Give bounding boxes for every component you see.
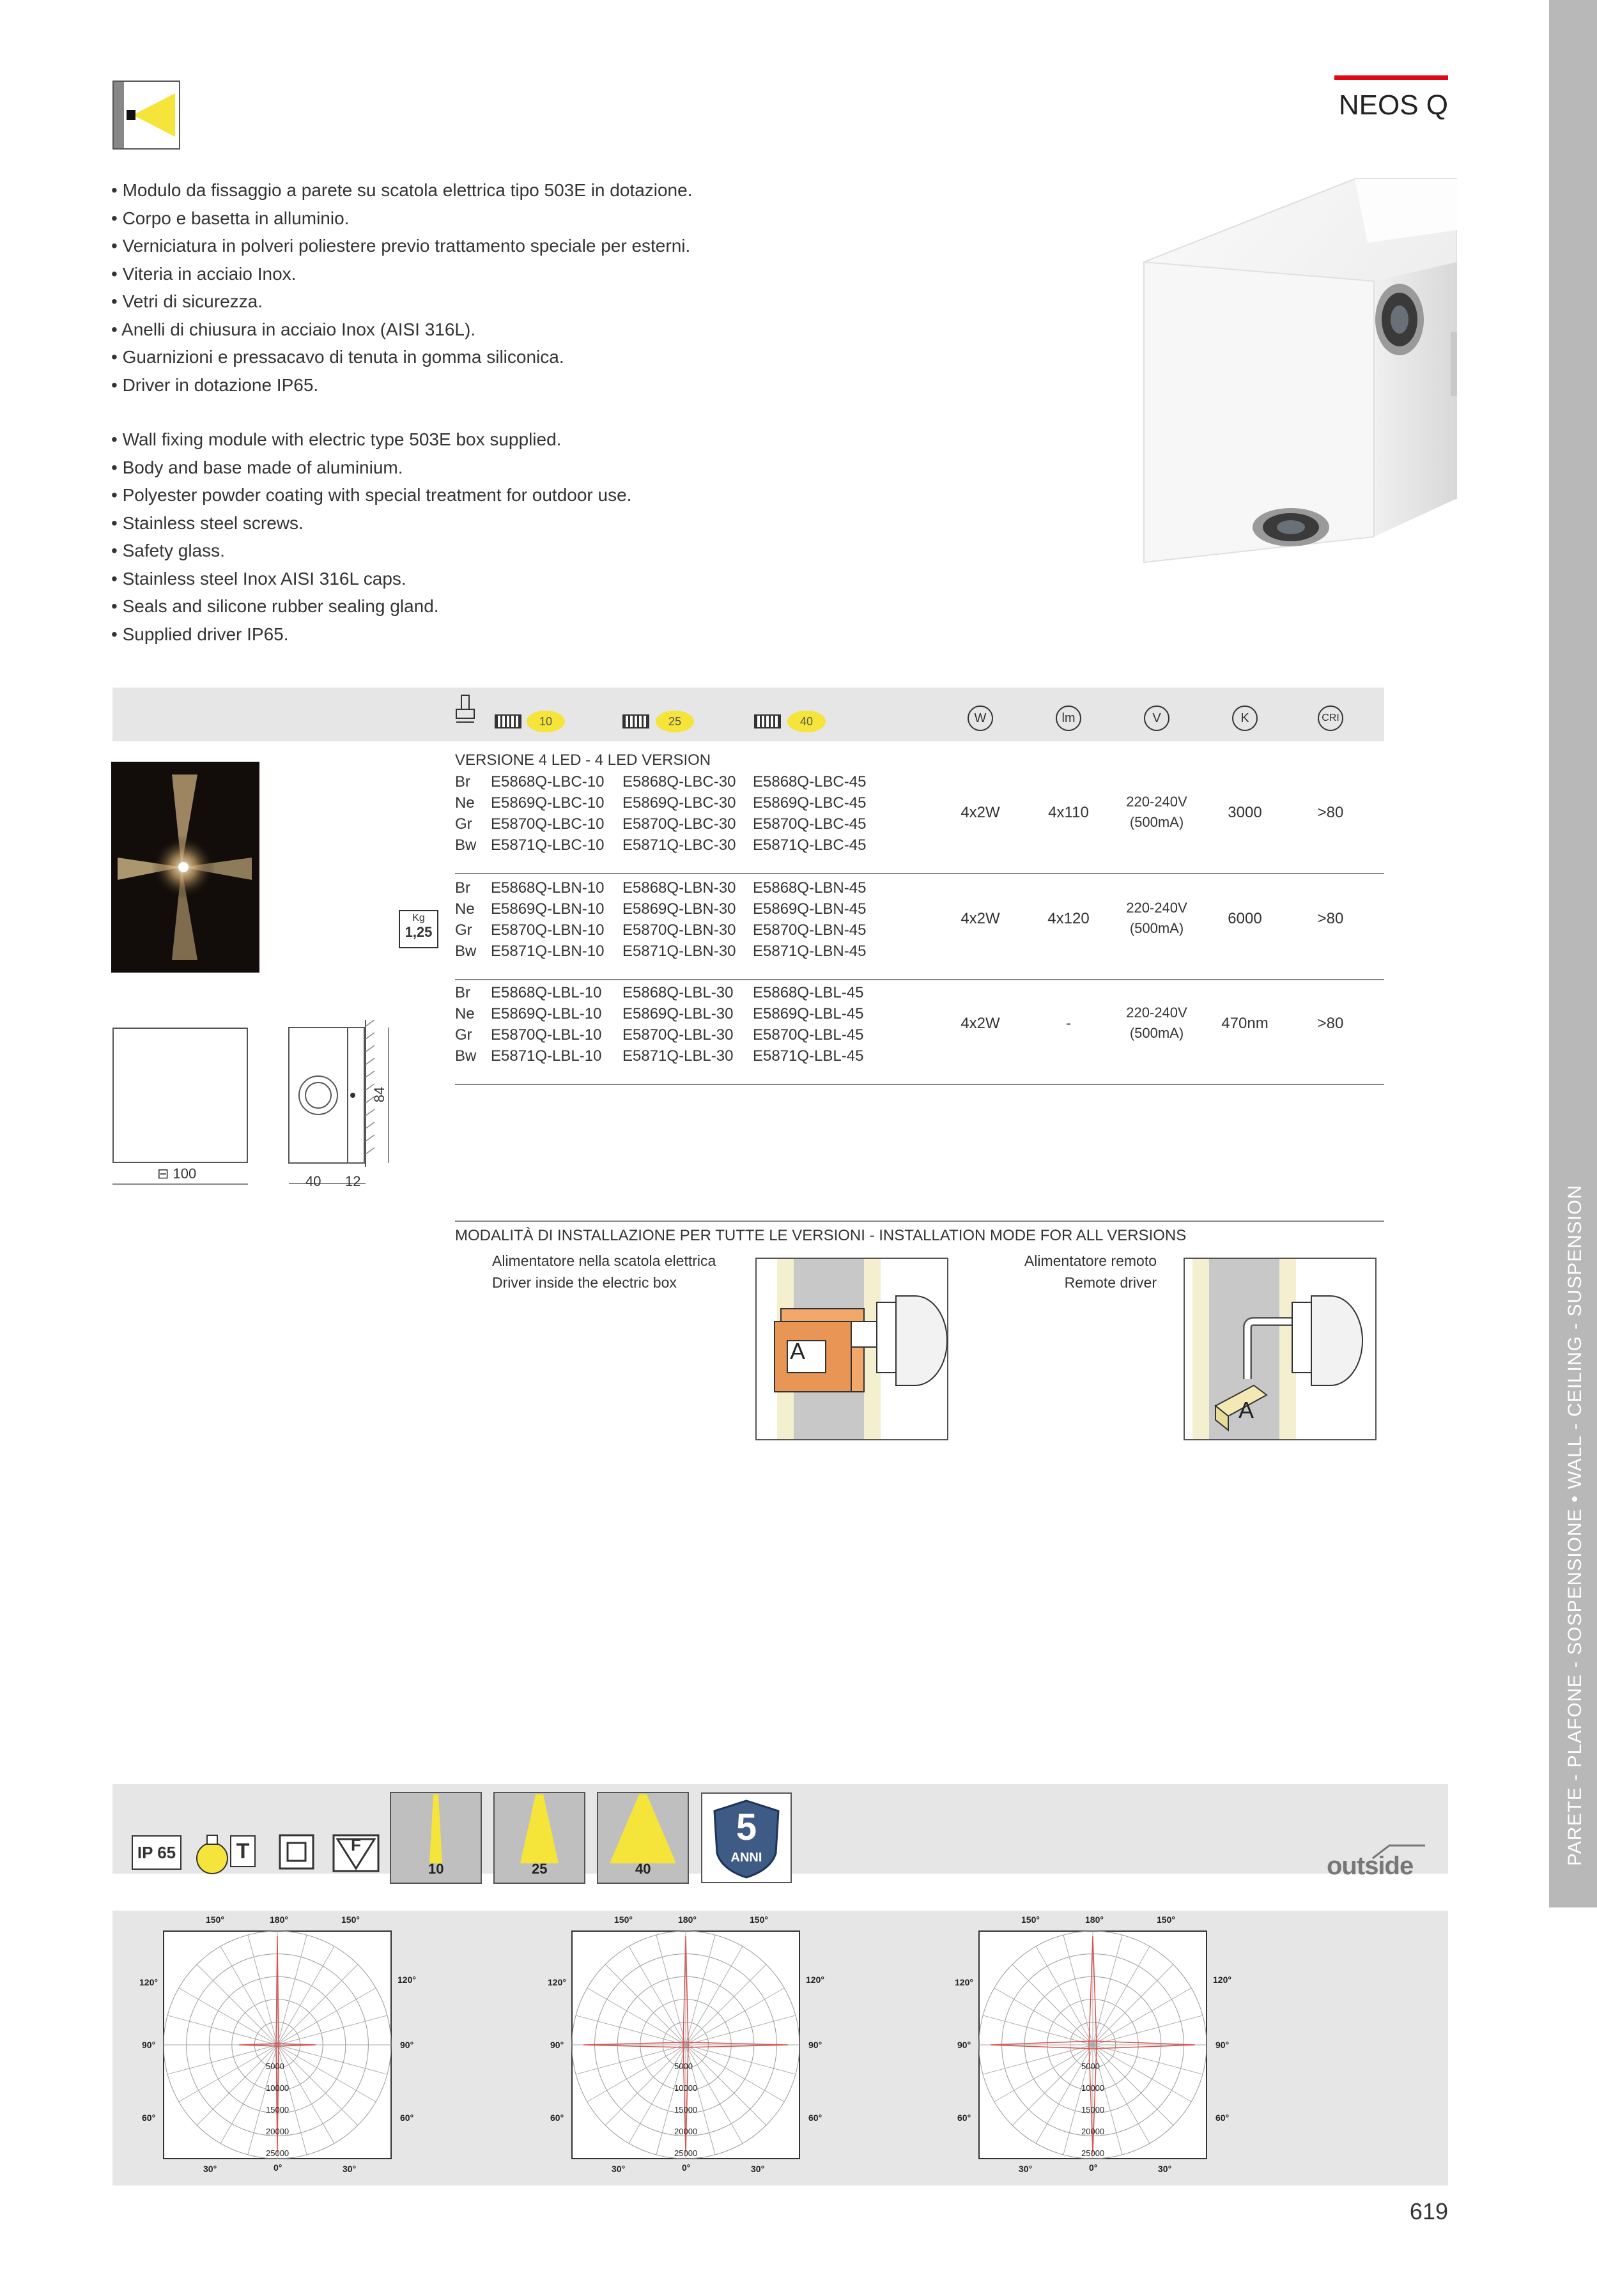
polar-angle-label: 0° [682, 2162, 691, 2173]
finish-code: Gr [455, 921, 472, 939]
color-temp-value: 6000 [1228, 909, 1262, 927]
beam-10-label: 10 [428, 1861, 444, 1877]
row-divider [455, 873, 1384, 874]
polar-angle-label: 120° [139, 1977, 158, 1987]
polar-angle-label: 30° [751, 2164, 765, 2174]
polar-angle-label: 30° [203, 2164, 217, 2174]
product-code-30: E5869Q-LBC-30 [622, 794, 736, 812]
polar-angle-label: 60° [1215, 2113, 1230, 2123]
feature-item: • Polyester powder coating with special treatment for outdoor use. [111, 485, 632, 505]
lumen-value: 4x120 [1047, 909, 1090, 927]
front-view-drawing [112, 1028, 248, 1163]
kelvin-icon: K [1232, 705, 1258, 731]
product-code-30: E5870Q-LBC-30 [622, 815, 736, 833]
thermal-t-icon: T [230, 1835, 256, 1867]
feature-item: • Viteria in acciaio Inox. [111, 263, 297, 284]
volt-icon: V [1144, 705, 1169, 731]
feature-item: • Body and base made of aluminium. [111, 457, 403, 477]
product-code-30: E5869Q-LBL-30 [622, 1005, 734, 1022]
polar-ring-label: 15000 [1081, 2105, 1105, 2115]
led-module-icon [622, 714, 649, 728]
product-code-10: E5868Q-LBC-10 [491, 773, 605, 790]
brand-logo: outside [1327, 1852, 1414, 1880]
dim-line [112, 1183, 248, 1185]
brand-roof-icon [1371, 1843, 1426, 1860]
beam-badge-40: 40 [787, 711, 826, 732]
feature-item: • Anelli di chiusura in acciaio Inox (AISI 316L). [111, 319, 476, 339]
dim-depth-body: 40 [305, 1173, 321, 1189]
finish-code: Br [455, 984, 470, 1001]
product-code-45: E5868Q-LBL-45 [753, 984, 864, 1001]
voltage-value: 220-240V [1126, 793, 1187, 810]
polar-angle-label: 150° [341, 1915, 360, 1925]
polar-angle-label: 30° [612, 2164, 626, 2174]
light-effect-photo [111, 762, 259, 973]
features-english [111, 426, 631, 648]
row-divider [455, 979, 1384, 980]
polar-angle-label: 60° [550, 2113, 564, 2123]
polar-angle-label: 90° [1215, 2040, 1230, 2050]
title-accent-bar [1334, 75, 1448, 80]
cri-icon: CRI [1318, 705, 1343, 731]
feature-item: • Seals and silicone rubber sealing gland. [111, 596, 439, 616]
polar-ring-label: 20000 [1081, 2127, 1105, 2136]
product-code-10: E5871Q-LBL-10 [491, 1047, 602, 1065]
install-driver-in-box-diagram [755, 1258, 948, 1440]
weight-unit: Kg [400, 910, 437, 924]
finish-code: Br [455, 879, 470, 897]
watt-icon: W [968, 705, 993, 731]
square-icon: ⊟ [157, 1166, 173, 1182]
lumen-value: - [1066, 1014, 1071, 1032]
install-left-en: Driver inside the electric box [492, 1274, 677, 1291]
product-code-10: E5870Q-LBC-10 [491, 815, 605, 833]
polar-angle-label: 120° [806, 1975, 824, 1985]
warranty-years: 5 [736, 1807, 757, 1848]
polar-ring-label: 5000 [266, 2061, 284, 2071]
finish-code: Bw [455, 836, 477, 854]
product-code-10: E5870Q-LBN-10 [491, 921, 605, 939]
install-left-it: Alimentatore nella scatola elettrica [492, 1252, 716, 1269]
current-value: (500mA) [1129, 813, 1184, 830]
product-photo [1125, 166, 1457, 575]
product-code-45: E5869Q-LBC-45 [753, 794, 867, 812]
finish-code: Bw [455, 1047, 477, 1065]
product-code-45: E5871Q-LBL-45 [753, 1047, 864, 1065]
polar-angle-label: 60° [957, 2113, 971, 2123]
product-code-30: E5869Q-LBN-30 [622, 900, 736, 918]
polar-angle-label: 90° [808, 2040, 822, 2050]
product-code-45: E5868Q-LBN-45 [753, 879, 867, 897]
dim-depth-base: 12 [345, 1173, 361, 1189]
feature-item: • Modulo da fissaggio a parete su scatola elettrica tipo 503E in dotazione. [111, 180, 693, 200]
polar-angle-label: 30° [343, 2164, 357, 2174]
driver-marker-a: A [790, 1338, 806, 1364]
feature-item: • Corpo e basetta in alluminio. [111, 208, 350, 228]
product-code-45: E5870Q-LBL-45 [753, 1026, 864, 1044]
product-code-10: E5871Q-LBC-10 [491, 836, 605, 854]
install-right-en: Remote driver [1064, 1274, 1157, 1291]
polar-angle-label: 30° [1019, 2164, 1033, 2174]
power-value: 4x2W [961, 1014, 1000, 1032]
product-code-45: E5869Q-LBL-45 [753, 1005, 864, 1022]
table-header-bar [112, 688, 1384, 741]
polar-angle-label: 150° [614, 1915, 633, 1925]
voltage-value: 220-240V [1126, 1004, 1187, 1021]
wall-lamp-category-icon [112, 81, 180, 150]
polar-angle-label: 180° [1085, 1915, 1104, 1925]
polar-ring-label: 10000 [674, 2083, 698, 2093]
feature-item: • Safety glass. [111, 541, 225, 560]
color-temp-value: 3000 [1228, 803, 1262, 821]
polar-ring-label: 25000 [1081, 2148, 1105, 2158]
weight-icon [399, 910, 438, 948]
polar-angle-label: 30° [1158, 2164, 1172, 2174]
polar-angle-label: 60° [808, 2113, 822, 2123]
polar-angle-label: 150° [750, 1915, 768, 1925]
polar-ring-label: 15000 [674, 2105, 698, 2115]
polar-ring-label: 5000 [674, 2061, 693, 2071]
features-italian [111, 176, 692, 399]
polar-angle-label: 90° [400, 2040, 414, 2050]
feature-item: • Vetri di sicurezza. [111, 291, 263, 311]
polar-diagram [928, 1911, 1279, 2185]
polar-diagram [521, 1911, 872, 2185]
row-divider [455, 1084, 1384, 1085]
driver-marker-a-remote: A [1238, 1397, 1254, 1423]
polar-angle-label: 0° [1089, 2162, 1098, 2173]
weight-value: 1,25 [405, 924, 433, 940]
polar-angle-label: 120° [397, 1975, 416, 1985]
product-code-45: E5871Q-LBN-45 [753, 943, 867, 960]
voltage-value: 220-240V [1126, 899, 1187, 916]
power-value: 4x2W [961, 803, 1000, 821]
beam-40-label: 40 [635, 1861, 651, 1877]
install-title: MODALITÀ DI INSTALLAZIONE PER TUTTE LE VERSIONI - INSTALLATION MODE FOR ALL VERSIONS [455, 1227, 1187, 1244]
polar-angle-label: 60° [142, 2113, 156, 2123]
led-module-icon [754, 714, 781, 728]
product-code-10: E5870Q-LBL-10 [491, 1026, 602, 1044]
feature-item: • Supplied driver IP65. [111, 624, 289, 644]
beam-25-label: 25 [532, 1861, 548, 1877]
dim-width [157, 1166, 196, 1182]
current-value: (500mA) [1129, 920, 1184, 936]
polar-angle-label: 150° [206, 1915, 224, 1925]
feature-item: • Guarnizioni e pressacavo di tenuta in gomma siliconica. [111, 347, 564, 367]
side-category-label: PARETE - PLAFONE - SOSPENSIONE • WALL - CEILING - SUSPENSION [1564, 1184, 1585, 1866]
finish-code: Bw [455, 943, 477, 960]
polar-ring-label: 20000 [674, 2127, 698, 2136]
polar-angle-label: 90° [957, 2040, 971, 2050]
version-label: VERSIONE 4 LED - 4 LED VERSION [455, 751, 711, 769]
power-value: 4x2W [961, 909, 1000, 927]
cri-value: >80 [1317, 909, 1344, 927]
feature-item: • Stainless steel Inox AISI 316L caps. [111, 568, 406, 589]
product-code-10: E5869Q-LBN-10 [491, 900, 605, 918]
product-code-10: E5871Q-LBN-10 [491, 943, 605, 960]
product-code-30: E5871Q-LBN-30 [622, 943, 736, 960]
polar-angle-label: 120° [955, 1977, 973, 1987]
feature-item: • Wall fixing module with electric type 503E box supplied. [111, 429, 562, 449]
polar-angle-label: 90° [550, 2040, 564, 2050]
product-code-30: E5871Q-LBC-30 [622, 836, 736, 854]
product-code-45: E5871Q-LBC-45 [753, 836, 867, 854]
feature-item: • Stainless steel screws. [111, 512, 304, 533]
polar-angle-label: 150° [1021, 1915, 1040, 1925]
dim-width-value: 100 [173, 1166, 197, 1182]
polar-angle-label: 180° [678, 1915, 697, 1925]
product-code-30: E5868Q-LBL-30 [622, 984, 734, 1001]
product-code-45: E5870Q-LBN-45 [753, 921, 867, 939]
product-code-45: E5870Q-LBC-45 [753, 815, 867, 833]
polar-ring-label: 25000 [266, 2148, 289, 2158]
cri-value: >80 [1317, 803, 1344, 821]
product-code-30: E5870Q-LBN-30 [622, 921, 736, 939]
side-view-drawing [286, 1020, 401, 1199]
polar-ring-label: 5000 [1081, 2061, 1100, 2071]
polar-diagram [112, 1911, 464, 2185]
f-mark-label: F [351, 1835, 361, 1854]
product-code-45: E5869Q-LBN-45 [753, 900, 867, 918]
install-remote-driver-diagram [1184, 1258, 1377, 1440]
lumen-value: 4x110 [1048, 803, 1089, 821]
cri-value: >80 [1317, 1014, 1344, 1032]
finish-code: Ne [455, 1005, 475, 1022]
product-title: NEOS Q [1338, 89, 1448, 121]
polar-angle-label: 150° [1157, 1915, 1175, 1925]
polar-angle-label: 90° [142, 2040, 156, 2050]
product-code-10: E5868Q-LBL-10 [491, 984, 602, 1001]
product-code-10: E5869Q-LBL-10 [491, 1005, 602, 1022]
polar-angle-label: 60° [400, 2113, 414, 2123]
ip65-badge: IP 65 [132, 1835, 181, 1870]
warranty-label: ANNI [730, 1851, 762, 1865]
finish-code: Gr [455, 815, 472, 833]
install-right-it: Alimentatore remoto [1024, 1252, 1157, 1269]
class-ii-icon [279, 1834, 314, 1870]
finish-code: Gr [455, 1026, 472, 1044]
beam-badge-10: 10 [527, 711, 565, 732]
product-code-30: E5868Q-LBN-30 [622, 879, 736, 897]
polar-ring-label: 10000 [266, 2083, 289, 2093]
finish-code: Ne [455, 794, 475, 812]
polar-angle-label: 120° [548, 1977, 566, 1987]
polar-angle-label: 120° [1213, 1975, 1231, 1985]
page-number: 619 [1409, 2198, 1448, 2224]
polar-angle-label: 180° [270, 1915, 288, 1925]
product-code-45: E5868Q-LBC-45 [753, 773, 867, 790]
product-code-30: E5871Q-LBL-30 [622, 1047, 734, 1065]
feature-item: • Verniciatura in polveri poliestere previo trattamento speciale per esterni. [111, 236, 691, 256]
finish-code: Br [455, 773, 470, 790]
polar-ring-label: 15000 [266, 2105, 289, 2115]
section-divider [455, 1221, 1384, 1222]
polar-angle-label: 0° [274, 2162, 282, 2173]
polar-ring-label: 10000 [1081, 2083, 1105, 2093]
color-temp-value: 470nm [1221, 1014, 1269, 1032]
beam-badge-25: 25 [656, 711, 694, 732]
lumen-icon: lm [1056, 705, 1081, 731]
current-value: (500mA) [1129, 1024, 1184, 1041]
product-code-30: E5868Q-LBC-30 [622, 773, 736, 790]
product-code-30: E5870Q-LBL-30 [622, 1026, 734, 1044]
product-code-10: E5868Q-LBN-10 [491, 879, 605, 897]
finish-code: Ne [455, 900, 475, 918]
polar-ring-label: 25000 [674, 2148, 698, 2158]
product-code-10: E5869Q-LBC-10 [491, 794, 605, 812]
dim-height: 84 [371, 1086, 388, 1103]
feature-item: • Driver in dotazione IP65. [111, 374, 319, 395]
spot-lamp-icon [454, 694, 477, 728]
led-module-icon [495, 714, 521, 728]
polar-ring-label: 20000 [266, 2127, 289, 2136]
